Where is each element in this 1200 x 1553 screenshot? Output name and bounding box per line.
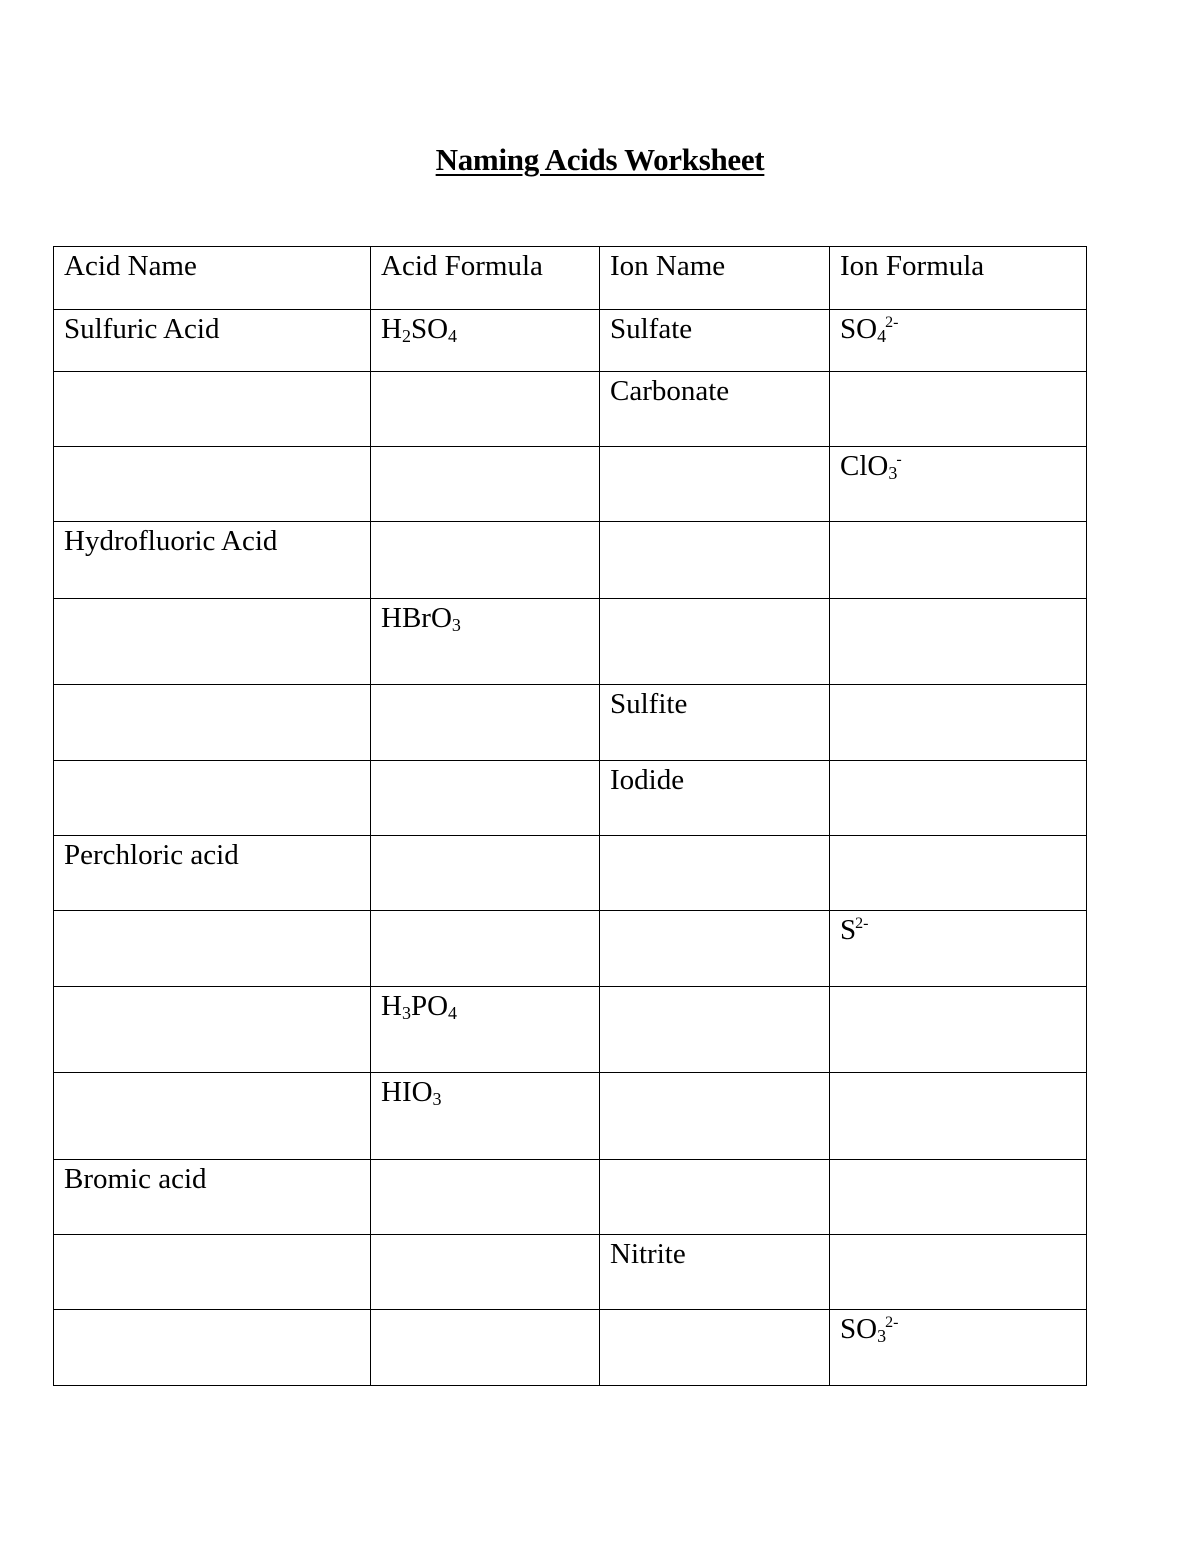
table-header-row bbox=[54, 247, 1087, 310]
ion-formula-cell[interactable] bbox=[830, 599, 1087, 685]
ion-name-cell[interactable] bbox=[600, 599, 830, 685]
formula-symbol: H bbox=[381, 313, 402, 345]
acid-name-cell[interactable] bbox=[54, 372, 371, 447]
acid-name-cell[interactable] bbox=[54, 911, 371, 987]
formula-symbol: ClO bbox=[840, 450, 889, 482]
acid-formula-cell[interactable] bbox=[371, 310, 600, 372]
ion-name-cell-text: Sulfate bbox=[610, 313, 693, 345]
ion-name-cell[interactable] bbox=[600, 987, 830, 1073]
table-row bbox=[54, 1073, 1087, 1160]
acid-name-cell[interactable] bbox=[54, 1073, 371, 1160]
formula-charge: 2- bbox=[855, 915, 869, 932]
acid-formula-cell[interactable] bbox=[371, 599, 600, 685]
formula-symbol: PO bbox=[410, 990, 449, 1022]
ion-name-cell[interactable] bbox=[600, 372, 830, 447]
formula-symbol: SO bbox=[840, 1313, 878, 1345]
acid-name-cell[interactable] bbox=[54, 447, 371, 522]
chemical-formula bbox=[381, 602, 461, 634]
ion-formula-cell[interactable] bbox=[830, 761, 1087, 836]
ion-name-cell-text: Iodide bbox=[610, 764, 685, 796]
acid-formula-cell[interactable] bbox=[371, 1073, 600, 1160]
ion-formula-cell[interactable] bbox=[830, 1073, 1087, 1160]
chemical-formula bbox=[381, 313, 457, 345]
ion-name-cell-text: Nitrite bbox=[610, 1238, 686, 1270]
formula-subscript: 3 bbox=[888, 463, 898, 483]
acid-name-cell[interactable] bbox=[54, 836, 371, 911]
acid-name-cell[interactable] bbox=[54, 599, 371, 685]
formula-symbol: SO bbox=[840, 313, 878, 345]
ion-name-cell[interactable] bbox=[600, 1160, 830, 1235]
table-row bbox=[54, 761, 1087, 836]
ion-name-cell[interactable] bbox=[600, 911, 830, 987]
acid-name-cell[interactable] bbox=[54, 987, 371, 1073]
acid-formula-cell[interactable] bbox=[371, 987, 600, 1073]
chemical-formula bbox=[381, 1076, 442, 1108]
chemical-formula bbox=[840, 313, 898, 345]
ion-name-cell[interactable] bbox=[600, 310, 830, 372]
acid-name-cell-text: Bromic acid bbox=[64, 1163, 207, 1195]
acid-formula-cell[interactable] bbox=[371, 1310, 600, 1386]
table-row bbox=[54, 987, 1087, 1073]
acid-formula-cell[interactable] bbox=[371, 1235, 600, 1310]
ion-formula-cell[interactable] bbox=[830, 911, 1087, 987]
acid-name-cell[interactable] bbox=[54, 1310, 371, 1386]
formula-symbol: HBrO bbox=[381, 602, 452, 634]
table-row bbox=[54, 310, 1087, 372]
acid-name-cell-text: Perchloric acid bbox=[64, 839, 239, 871]
formula-symbol: H bbox=[381, 990, 402, 1022]
acid-name-cell[interactable] bbox=[54, 761, 371, 836]
ion-formula-cell[interactable] bbox=[830, 1235, 1087, 1310]
ion-formula-cell[interactable] bbox=[830, 987, 1087, 1073]
ion-name-cell[interactable] bbox=[600, 685, 830, 761]
ion-formula-cell[interactable] bbox=[830, 1160, 1087, 1235]
acid-name-cell-text: Sulfuric Acid bbox=[64, 313, 220, 345]
acid-formula-cell[interactable] bbox=[371, 522, 600, 599]
ion-formula-cell[interactable] bbox=[830, 522, 1087, 599]
acid-name-cell[interactable] bbox=[54, 685, 371, 761]
ion-formula-cell[interactable] bbox=[830, 836, 1087, 911]
formula-charge: 2- bbox=[885, 1314, 899, 1331]
acid-name-cell-text: Hydrofluoric Acid bbox=[64, 525, 278, 557]
formula-subscript: 3 bbox=[877, 1326, 887, 1346]
ion-name-cell[interactable] bbox=[600, 761, 830, 836]
header-ion-name: Ion Name bbox=[600, 247, 830, 310]
acid-name-cell[interactable] bbox=[54, 522, 371, 599]
header-ion-formula: Ion Formula bbox=[830, 247, 1087, 310]
ion-formula-cell[interactable] bbox=[830, 1310, 1087, 1386]
table-row bbox=[54, 522, 1087, 599]
table-row bbox=[54, 599, 1087, 685]
formula-subscript: 3 bbox=[401, 1003, 411, 1023]
page-title: Naming Acids Worksheet bbox=[435, 142, 765, 177]
ion-name-cell-text: Sulfite bbox=[610, 688, 688, 720]
table-row bbox=[54, 836, 1087, 911]
ion-name-cell[interactable] bbox=[600, 1073, 830, 1160]
acid-formula-cell[interactable] bbox=[371, 836, 600, 911]
ion-name-cell[interactable] bbox=[600, 1310, 830, 1386]
ion-name-cell[interactable] bbox=[600, 522, 830, 599]
acid-name-cell[interactable] bbox=[54, 310, 371, 372]
acid-name-cell[interactable] bbox=[54, 1235, 371, 1310]
ion-formula-cell[interactable] bbox=[830, 447, 1087, 522]
chemical-formula bbox=[840, 914, 868, 946]
header-acid-formula: Acid Formula bbox=[371, 247, 600, 310]
acid-formula-cell[interactable] bbox=[371, 372, 600, 447]
chemical-formula bbox=[840, 450, 902, 482]
acids-table bbox=[53, 246, 1087, 1386]
acid-formula-cell[interactable] bbox=[371, 761, 600, 836]
acid-formula-cell[interactable] bbox=[371, 911, 600, 987]
formula-subscript: 4 bbox=[448, 326, 458, 346]
formula-subscript: 3 bbox=[432, 1089, 442, 1109]
formula-subscript: 4 bbox=[448, 1003, 458, 1023]
formula-symbol: HIO bbox=[381, 1076, 433, 1108]
chemical-formula bbox=[840, 1313, 898, 1345]
ion-formula-cell[interactable] bbox=[830, 685, 1087, 761]
formula-subscript: 4 bbox=[877, 326, 887, 346]
formula-charge: - bbox=[896, 451, 902, 468]
formula-symbol: SO bbox=[410, 313, 449, 345]
table-row bbox=[54, 1310, 1087, 1386]
ion-name-cell[interactable] bbox=[600, 836, 830, 911]
formula-symbol: S bbox=[840, 914, 857, 946]
formula-subscript: 2 bbox=[401, 326, 411, 346]
formula-subscript: 3 bbox=[451, 615, 461, 635]
table-row bbox=[54, 1160, 1087, 1235]
ion-name-cell[interactable] bbox=[600, 1235, 830, 1310]
acid-formula-cell[interactable] bbox=[371, 1160, 600, 1235]
acid-formula-cell[interactable] bbox=[371, 685, 600, 761]
ion-name-cell-text: Carbonate bbox=[610, 375, 730, 407]
formula-charge: 2- bbox=[885, 314, 899, 331]
acid-name-cell[interactable] bbox=[54, 1160, 371, 1235]
table-row bbox=[54, 447, 1087, 522]
chemical-formula bbox=[381, 990, 457, 1022]
table-row bbox=[54, 1235, 1087, 1310]
ion-name-cell[interactable] bbox=[600, 447, 830, 522]
ion-formula-cell[interactable] bbox=[830, 310, 1087, 372]
table-row bbox=[54, 911, 1087, 987]
table-row bbox=[54, 372, 1087, 447]
ion-formula-cell[interactable] bbox=[830, 372, 1087, 447]
table-row bbox=[54, 685, 1087, 761]
acid-formula-cell[interactable] bbox=[371, 447, 600, 522]
header-acid-name: Acid Name bbox=[54, 247, 371, 310]
